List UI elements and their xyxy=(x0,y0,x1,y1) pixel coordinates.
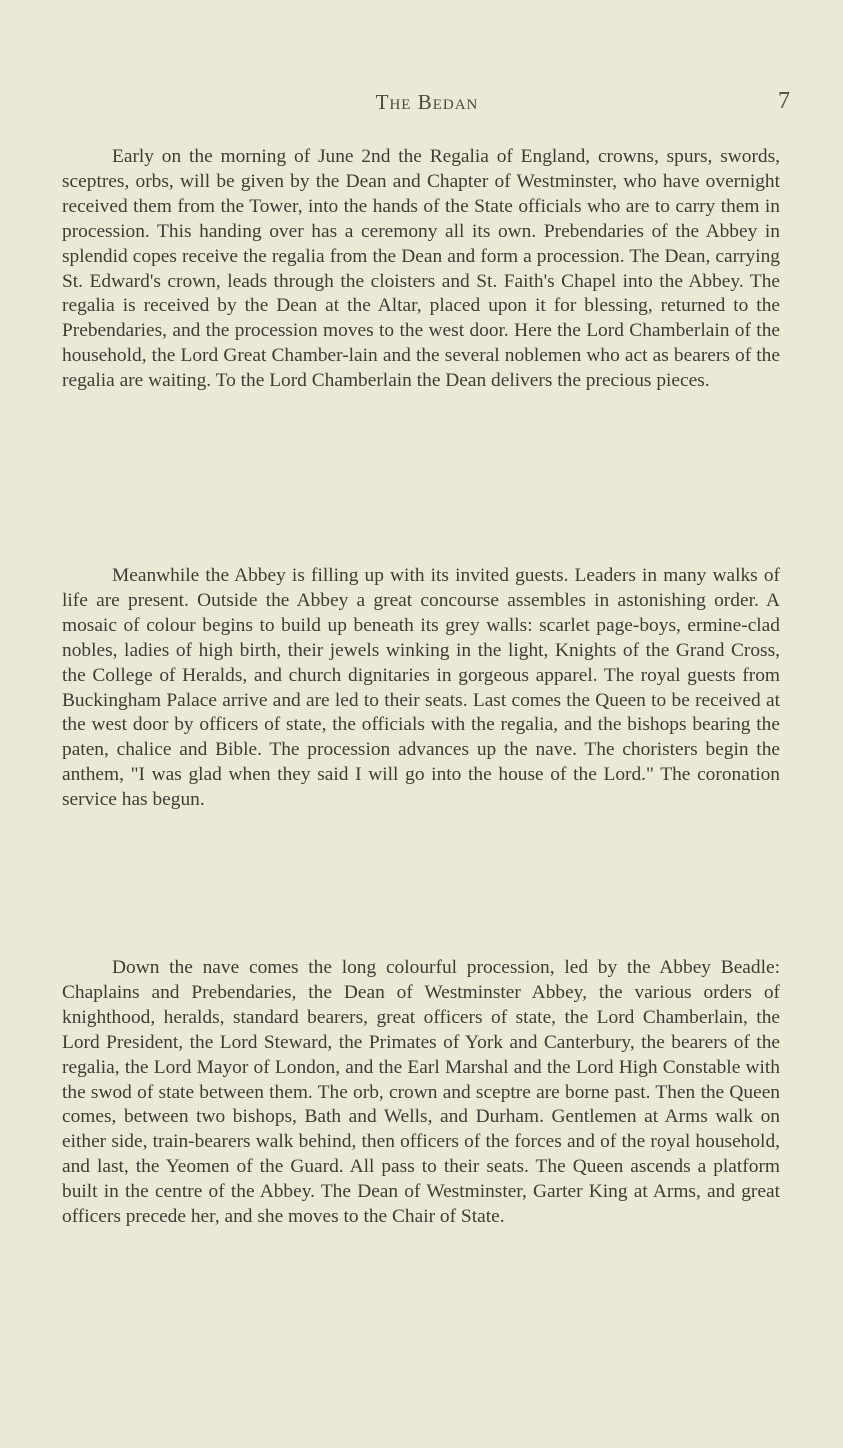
page-number: 7 xyxy=(778,88,790,114)
paragraph-guests: Meanwhile the Abbey is filling up with its invited guests. Leaders in many walks of life are present. Outside the Abbey a great concourse assembles in astonishing order. A mosaic of colour begins to build up beneath its grey walls: scarlet page-boys, ermine-clad nobles, ladies of high birth, their jewels winking in the light, Knights of the Grand Cross, the College of Heralds, and church dignitaries in gorgeous apparel. The royal guests from Buckingham Palace arrive and are led to their seats. Last comes the Queen to be received at the west door by officers of state, the officials with the regalia, and the bishops bearing the paten, chalice and Bible. The procession advances up the nave. The choristers begin the anthem, "I was glad when they said I will go into the house of the Lord." The coronation service has begun. xyxy=(62,565,780,811)
paragraph-regalia: Early on the morning of June 2nd the Regalia of England, crowns, spurs, swords, sceptres, orbs, will be given by the Dean and Chapter of Westminster, who have overnight received them from the Tower, into the hands of the State officials who are to carry them in procession. This handing over has a ceremony all its own. Prebendaries of the Abbey in splendid copes receive the regalia from the Dean and form a procession. The Dean, carrying St. Edward's crown, leads through the cloisters and St. Faith's Chapel into the Abbey. The regalia is received by the Dean at the Altar, placed upon it for blessing, returned to the Prebendaries, and the procession moves to the west door. Here the Lord Chamberlain of the household, the Lord Great Chamber-lain and the several noblemen who act as bearers of the regalia are waiting. To the Lord Chamberlain the Dean delivers the precious pieces. xyxy=(62,146,780,392)
running-head: The Bedan xyxy=(375,90,479,114)
paragraph-procession: Down the nave comes the long colourful procession, led by the Abbey Beadle: Chaplains and Prebendaries, the Dean of Westminster Abbey, the various orders of knighthood, heralds, standard bearers, great officers of state, the Lord Chamberlain, the Lord President, the Lord Steward, the Primates of York and Canterbury, the bearers of the regalia, the Lord Mayor of London, and the Earl Marshal and the Lord High Constable with the swod of state between them. The orb, crown and sceptre are borne past. Then the Queen comes, between two bishops, Bath and Wells, and Durham. Gentlemen at Arms walk on either side, train-bearers walk behind, then officers of the forces and of the royal household, and last, the Yeomen of the Guard. All pass to their seats. The Queen ascends a platform built in the centre of the Abbey. The Dean of Westminster, Garter King at Arms, and great officers precede her, and she moves to the Chair of State. xyxy=(62,957,780,1228)
page-header xyxy=(60,90,794,120)
